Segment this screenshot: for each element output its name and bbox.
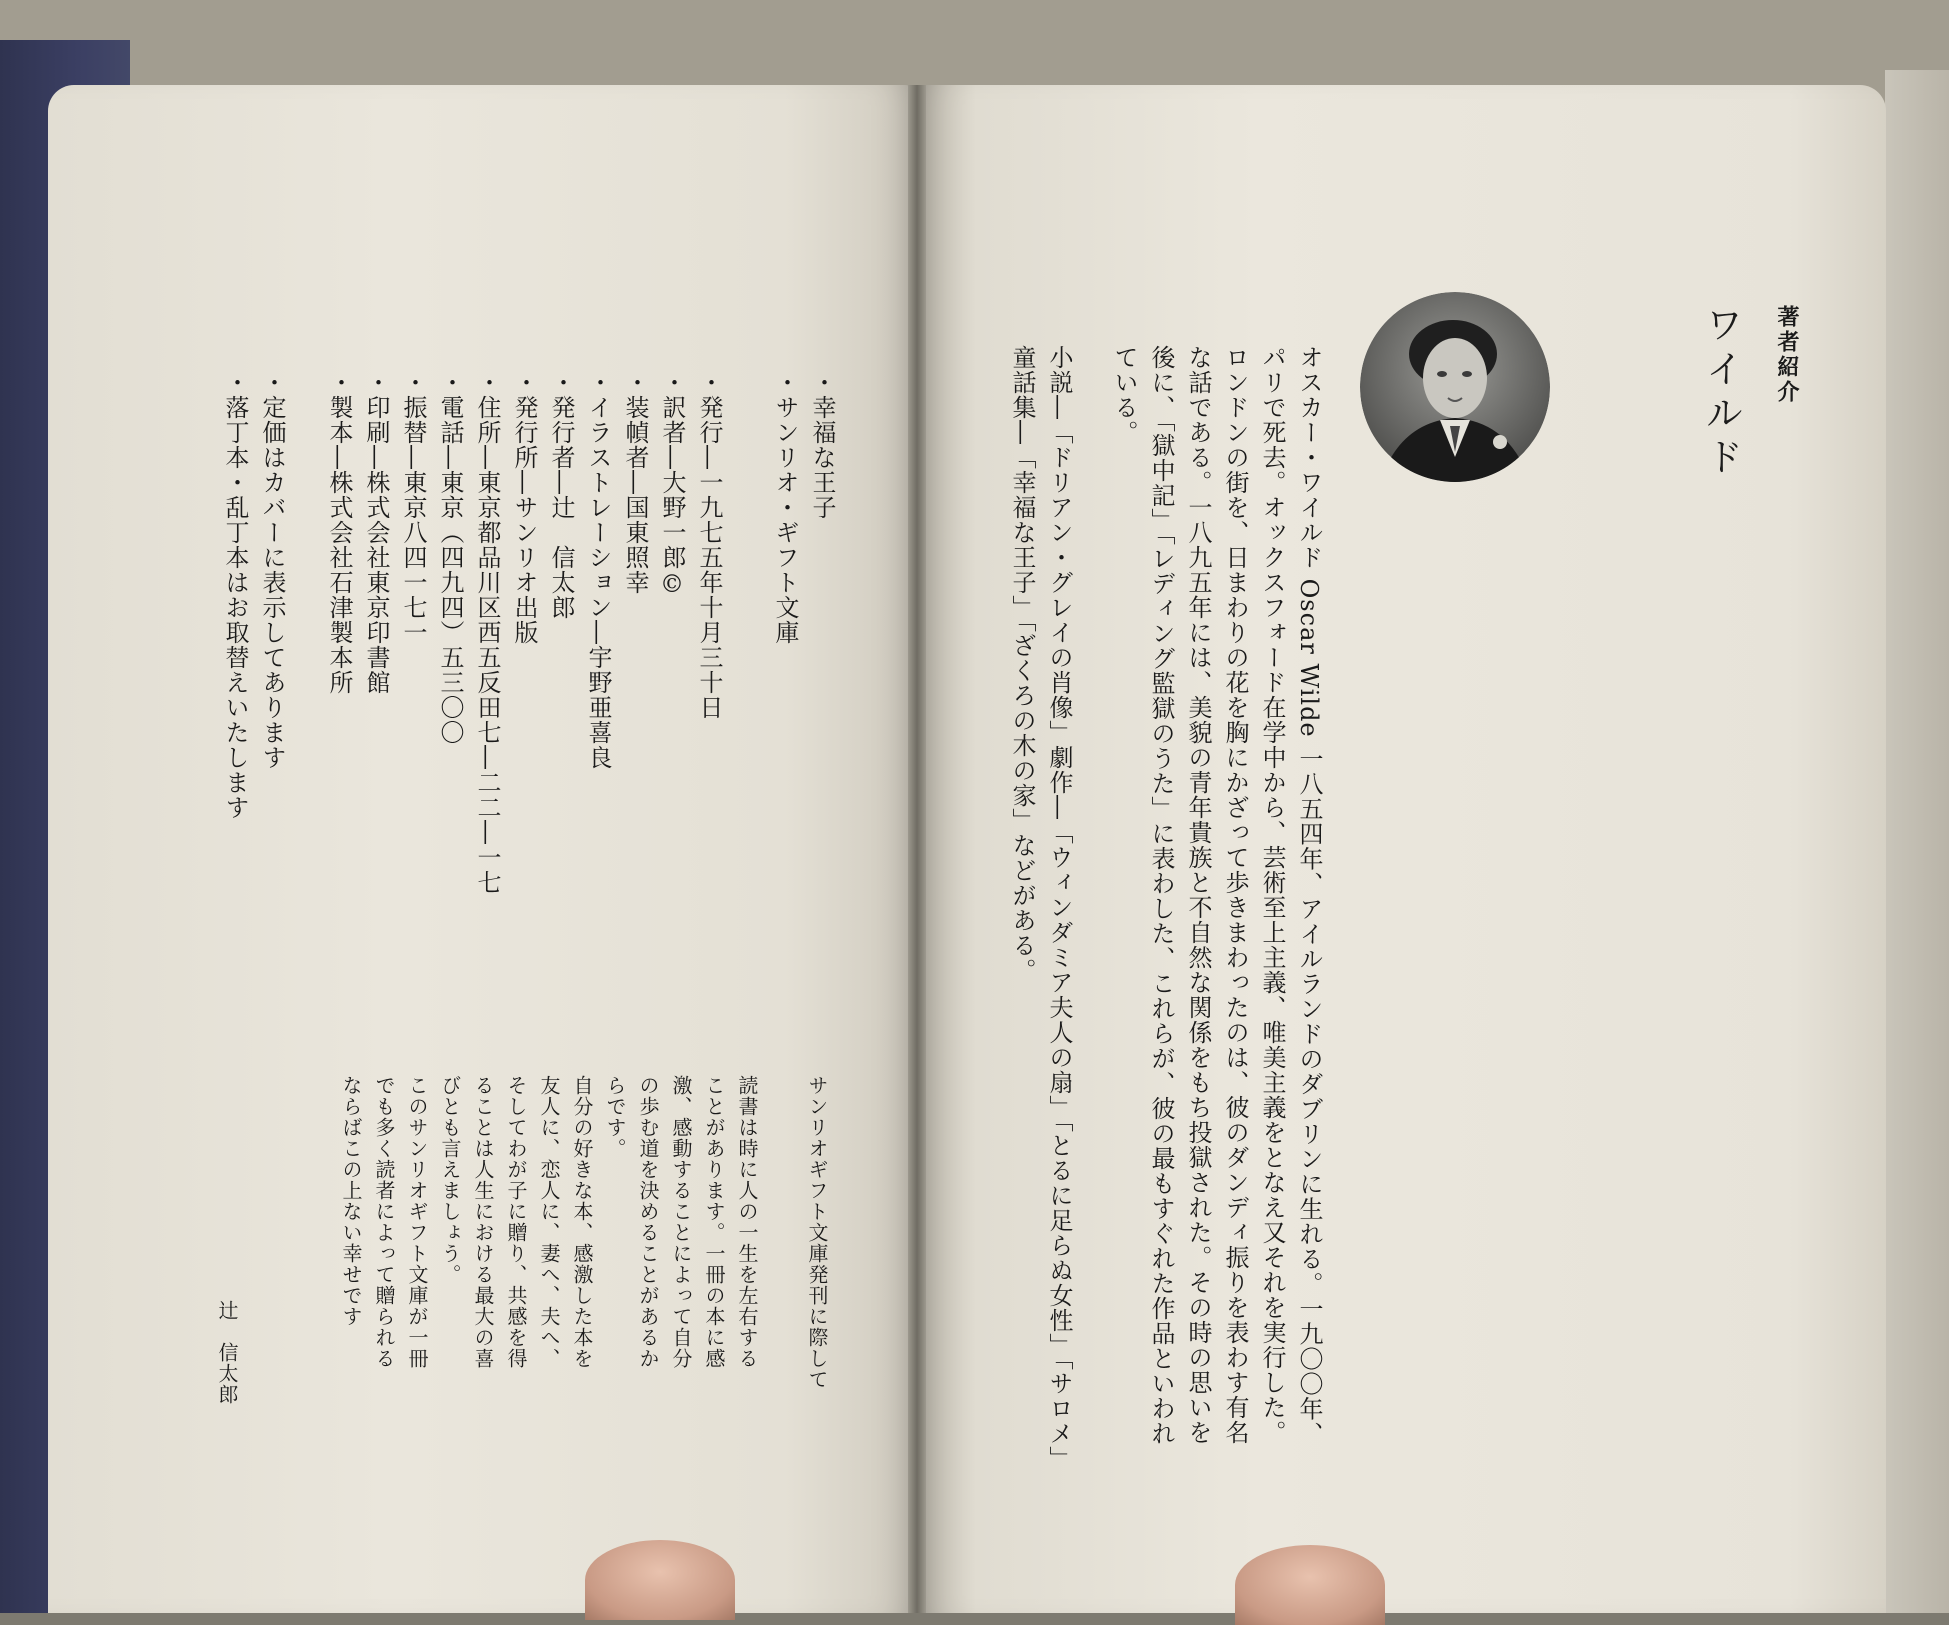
colophon-col-7: ・発行者―辻 信太郎: [547, 370, 575, 620]
colophon-col-5: ・装幀者―国東照幸: [621, 370, 649, 595]
foreword-line-0: 読書は時に人の一生を左右する: [735, 1075, 759, 1369]
author-heading: ワイルド: [1699, 305, 1743, 481]
bio-line-3: な話である。一八九五年には、美貌の青年貴族と不自然な関係をもち投獄された。その時の思いを: [1184, 345, 1212, 1445]
colophon-col-3: ・発行―一九七五年十月三十日: [695, 370, 723, 720]
colophon-col-0: ・幸福な王子: [808, 370, 836, 520]
foreword-signature: 辻 信太郎: [215, 1300, 239, 1405]
bio-line-0: オスカー・ワイルド Oscar Wilde 一八五四年、アイルランドのダブリンに生れる。一九〇〇年、: [1295, 345, 1323, 1447]
foreword-line-5: 自分の好きな本、感激した本を: [570, 1075, 594, 1369]
colophon-col-9: ・住所―東京都品川区西五反田七―二二―一七: [473, 370, 501, 895]
bio-line-6: 小説―「ドリアン・グレイの肖像」劇作―「ウィンダミア夫人の扇」「とるに足らぬ女性」「サロメ」: [1045, 345, 1073, 1471]
foreword-line-12: ならばこの上ない幸せです: [339, 1075, 363, 1327]
foreword-line-3: の歩む道を決めることがあるか: [636, 1075, 660, 1369]
foreword-line-10: このサンリオギフト文庫が一冊: [405, 1075, 429, 1369]
foreword-line-11: でも多く読者によって贈られる: [372, 1075, 396, 1369]
bio-line-5: ている。: [1110, 345, 1138, 445]
colophon-col-13: ・製本―株式会社石津製本所: [325, 370, 353, 695]
colophon-col-16: ・落丁本・乱丁本はお取替えいたします: [221, 370, 249, 820]
foreword-line-2: 激、感動することによって自分: [669, 1075, 693, 1369]
bio-line-2: ロンドンの街を、日まわりの花を胸にかざって歩きまわったのは、彼のダンディ振りを表わす有名: [1221, 345, 1249, 1445]
colophon-col-15: ・定価はカバーに表示してあります: [258, 370, 286, 770]
book-gutter: [908, 85, 926, 1613]
colophon-col-10: ・電話―東京（四九四）五三〇〇: [436, 370, 464, 745]
author-portrait: [1360, 292, 1550, 482]
bio-line-1: パリで死去。オックスフォード在学中から、芸術至上主義、唯美主義をとなえ又それを実行した。: [1258, 345, 1286, 1445]
thumb-left: [585, 1540, 735, 1620]
colophon-col-8: ・発行所―サンリオ出版: [510, 370, 538, 645]
book-cover-right: [1885, 70, 1949, 1613]
foreword-line-1: ことがあります。一冊の本に感: [702, 1075, 726, 1369]
colophon-col-6: ・イラストレーション―宇野亜喜良: [584, 370, 612, 770]
colophon-col-1: ・サンリオ・ギフト文庫: [771, 370, 799, 645]
foreword-title: サンリオギフト文庫発刊に際して: [805, 1075, 829, 1390]
bio-line-4: 後に、「獄中記」「レディング監獄のうた」に表わした、これらが、彼の最もすぐれた作品といわれ: [1147, 345, 1175, 1446]
foreword-line-9: びとも言えましょう。: [438, 1075, 462, 1285]
thumb-right: [1235, 1545, 1385, 1625]
colophon-col-11: ・振替―東京八四一七一: [399, 370, 427, 645]
colophon-col-4: ・訳者―大野一郎©: [658, 370, 686, 599]
portrait-image: [1360, 292, 1550, 482]
colophon-col-12: ・印刷―株式会社東京印書館: [362, 370, 390, 695]
bio-line-7: 童話集―「幸福な王子」「ざくろの木の家」などがある。: [1008, 345, 1036, 983]
foreword-line-8: ることは人生における最大の喜: [471, 1075, 495, 1369]
foreword-line-4: らです。: [603, 1075, 627, 1159]
section-label: 著者紹介: [1774, 305, 1800, 405]
foreword-line-7: そしてわが子に贈り、共感を得: [504, 1075, 528, 1369]
foreword-line-6: 友人に、恋人に、妻へ、夫へ、: [537, 1075, 561, 1369]
